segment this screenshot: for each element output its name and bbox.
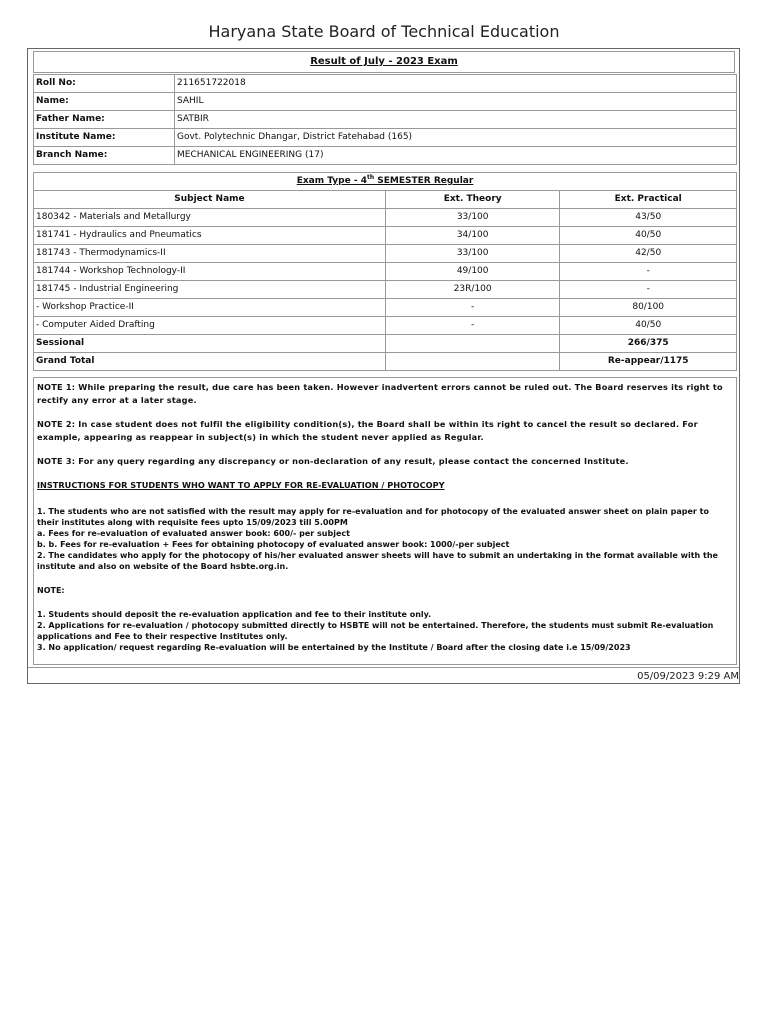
final-note-item: 3. No application/ request regarding Re-evaluation will be entertained by the Institute / Board after the closing date i.e 15/09/2023: [37, 643, 631, 652]
result-title: Result of July - 2023 Exam: [33, 51, 735, 73]
note-3: NOTE 3: For any query regarding any discrepancy or non-declaration of any result, please contact the concerned Institute.: [37, 456, 629, 466]
exam-type-suffix: SEMESTER Regular: [374, 176, 474, 186]
info-label: Branch Name:: [34, 147, 175, 165]
info-row-roll: [34, 75, 737, 93]
institute-name: Govt. Polytechnic Dhangar, District Fatehabad (165): [175, 129, 737, 147]
exam-type-prefix: Exam Type - 4: [296, 176, 367, 186]
table-row: [34, 263, 737, 281]
grand-total-label: Grand Total: [34, 353, 386, 371]
practical-marks: 42/50: [560, 245, 737, 263]
instructions-heading: INSTRUCTIONS FOR STUDENTS WHO WANT TO APPLY FOR RE-EVALUATION / PHOTOCOPY: [37, 480, 445, 490]
table-row: [34, 317, 737, 335]
practical-marks: -: [560, 263, 737, 281]
header-theory: Ext. Theory: [385, 191, 559, 209]
marks-table: [33, 172, 737, 371]
grand-total-theory: [385, 353, 559, 371]
practical-marks: 40/50: [560, 317, 737, 335]
page-title: Haryana State Board of Technical Education: [208, 22, 560, 41]
practical-marks: 40/50: [560, 227, 737, 245]
instruction-item: 2. The candidates who apply for the photocopy of his/her evaluated answer sheets will have to submit an undertaking in the format available with the institute and also on website of the Board hsbte.org.in.: [37, 551, 718, 571]
subject-name: 181741 - Hydraulics and Pneumatics: [34, 227, 386, 245]
table-row: [34, 209, 737, 227]
subject-name: 181744 - Workshop Technology-II: [34, 263, 386, 281]
branch-name: MECHANICAL ENGINEERING (17): [175, 147, 737, 165]
subject-name: 181743 - Thermodynamics-II: [34, 245, 386, 263]
sessional-label: Sessional: [34, 335, 386, 353]
theory-marks: 49/100: [385, 263, 559, 281]
note-1: NOTE 1: While preparing the result, due care has been taken. However inadvertent errors cannot be ruled out. The Board reserves its right to rectify any error at a later stage.: [37, 382, 723, 405]
note-label: NOTE:: [37, 586, 65, 595]
grand-total-row: [34, 353, 737, 371]
result-container: [27, 48, 740, 684]
grand-total-value: Re-appear/1175: [560, 353, 737, 371]
table-row: [34, 227, 737, 245]
practical-marks: 80/100: [560, 299, 737, 317]
final-note-item: 2. Applications for re-evaluation / photocopy submitted directly to HSBTE will not be entertained. Therefore, the students must submit Re-evaluation applications and Fee to their respective Institutes only.: [37, 621, 714, 641]
practical-marks: 43/50: [560, 209, 737, 227]
theory-marks: 23R/100: [385, 281, 559, 299]
table-row: [34, 299, 737, 317]
practical-marks: -: [560, 281, 737, 299]
note-2: NOTE 2: In case student does not fulfil the eligibility condition(s), the Board shall be within its right to cancel the result so declared. For example, appearing as reappear in subject(s) in which the student never applied as Regular.: [37, 419, 698, 442]
header-subject: Subject Name: [34, 191, 386, 209]
exam-type: [34, 173, 737, 191]
info-label: Roll No:: [34, 75, 175, 93]
table-row: [34, 245, 737, 263]
info-label: Father Name:: [34, 111, 175, 129]
instruction-item: a. Fees for re-evaluation of evaluated answer book: 600/- per subject: [37, 529, 350, 538]
instruction-item: 1. The students who are not satisfied with the result may apply for re-evaluation and for photocopy of the evaluated answer sheet on plain paper to their institutes along with requisite fees upto 15/09/2023 till 5.00PM: [37, 507, 709, 527]
info-row-institute: [34, 129, 737, 147]
theory-marks: 34/100: [385, 227, 559, 245]
info-row-branch: [34, 147, 737, 165]
subject-name: - Computer Aided Drafting: [34, 317, 386, 335]
exam-type-sup: th: [366, 174, 375, 181]
subject-name: 180342 - Materials and Metallurgy: [34, 209, 386, 227]
theory-marks: 33/100: [385, 245, 559, 263]
theory-marks: 33/100: [385, 209, 559, 227]
header-practical: Ext. Practical: [560, 191, 737, 209]
instruction-item: b. b. Fees for re-evaluation + Fees for obtaining photocopy of evaluated answer book: 1000/-per subject: [37, 540, 510, 549]
sessional-total: 266/375: [560, 335, 737, 353]
final-note-item: 1. Students should deposit the re-evaluation application and fee to their institute only.: [37, 610, 432, 619]
roll-number: 211651722018: [175, 75, 737, 93]
info-row-father: [34, 111, 737, 129]
father-name: SATBIR: [175, 111, 737, 129]
timestamp: 05/09/2023 9:29 AM: [28, 667, 739, 685]
subject-name: - Workshop Practice-II: [34, 299, 386, 317]
marks-header-row: [34, 191, 737, 209]
info-label: Name:: [34, 93, 175, 111]
notes-section: [33, 377, 737, 665]
student-name: SAHIL: [175, 93, 737, 111]
info-row-name: [34, 93, 737, 111]
theory-marks: -: [385, 299, 559, 317]
table-row: [34, 281, 737, 299]
subject-name: 181745 - Industrial Engineering: [34, 281, 386, 299]
sessional-row: [34, 335, 737, 353]
info-label: Institute Name:: [34, 129, 175, 147]
sessional-theory: [385, 335, 559, 353]
student-info-table: [33, 74, 737, 165]
theory-marks: -: [385, 317, 559, 335]
